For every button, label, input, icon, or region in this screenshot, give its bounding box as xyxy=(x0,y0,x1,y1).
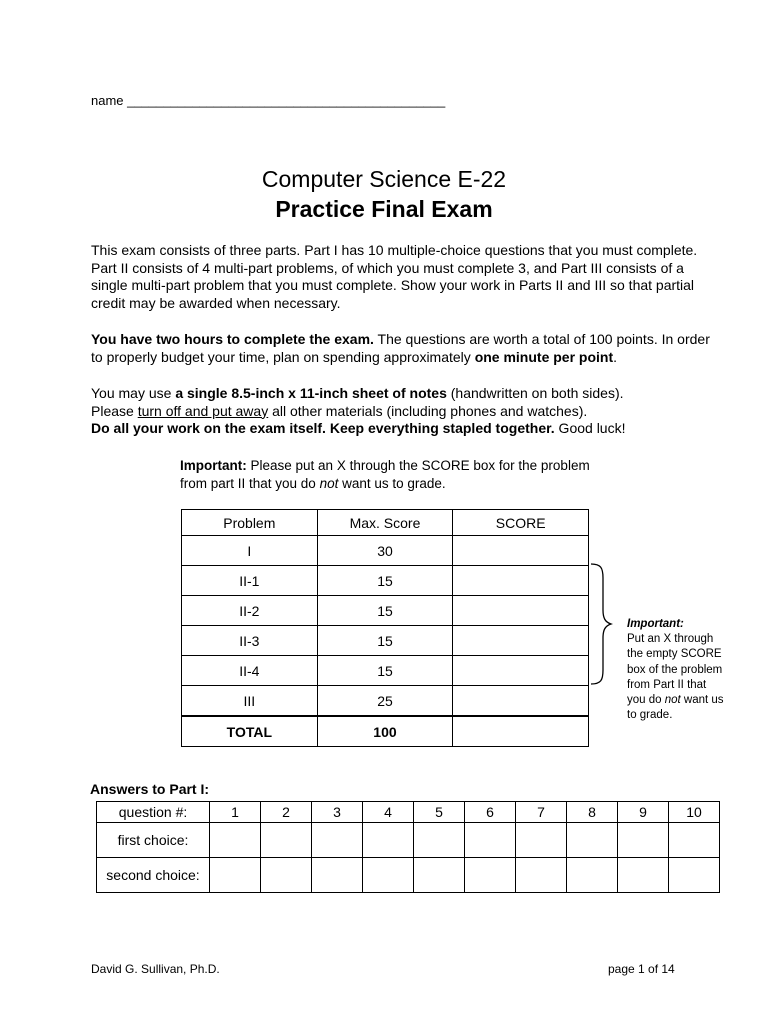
answer-box[interactable] xyxy=(567,858,618,893)
table-row xyxy=(182,566,589,596)
row-header: second choice: xyxy=(97,858,210,893)
question-number: 2 xyxy=(261,802,312,823)
problem-cell: I xyxy=(182,536,318,566)
important-note xyxy=(180,457,600,492)
intro-paragraph: This exam consists of three parts. Part I has 10 multiple-choice questions that you must complete. Part II consists of 4 multi-part problems, of which you must complete 3, and Part III consists of a single multi-part problem that you must complete. Show your work in Parts II and III so that partial credit may be awarded when necessary. xyxy=(91,242,698,311)
score-box[interactable] xyxy=(453,656,589,686)
notes-text-1: You may use xyxy=(91,385,176,401)
score-box[interactable] xyxy=(453,566,589,596)
important-label: Important: xyxy=(180,458,247,473)
answer-box[interactable] xyxy=(465,858,516,893)
second-choice-row xyxy=(97,858,720,893)
row-header: first choice: xyxy=(97,823,210,858)
answer-box[interactable] xyxy=(312,858,363,893)
total-row xyxy=(182,716,589,747)
header-score: SCORE xyxy=(453,510,589,536)
total-max: 100 xyxy=(317,716,453,747)
time-bold-lead: You have two hours to complete the exam. xyxy=(91,331,374,347)
important-text-1: Please put an X through the SCORE box for the problem from part II that you do xyxy=(180,458,590,491)
notes-bold-1: a single 8.5-inch x 11-inch sheet of notes xyxy=(175,385,447,401)
total-score-box[interactable] xyxy=(453,716,589,747)
question-number-row xyxy=(97,802,720,823)
answer-box[interactable] xyxy=(414,858,465,893)
course-title: Computer Science E-22 xyxy=(261,166,507,192)
important-italic: not xyxy=(319,475,339,491)
question-number: 9 xyxy=(618,802,669,823)
score-table-header xyxy=(182,510,589,536)
table-row xyxy=(182,656,589,686)
answer-box[interactable] xyxy=(414,823,465,858)
time-text: The questions are worth a total of 100 points. In order to properly budget your time, plan on spending approximately xyxy=(91,331,710,365)
max-score-cell: 25 xyxy=(317,686,453,717)
notes-underline: turn off and put away xyxy=(137,402,269,419)
problem-cell: II-3 xyxy=(182,626,318,656)
problem-cell: III xyxy=(182,686,318,717)
max-score-cell: 15 xyxy=(317,626,453,656)
side-note-label: Important: xyxy=(627,618,684,630)
score-box[interactable] xyxy=(453,626,589,656)
notes-paragraph xyxy=(91,385,711,438)
answer-box[interactable] xyxy=(261,858,312,893)
table-row xyxy=(182,686,589,717)
total-label: TOTAL xyxy=(182,716,318,747)
answer-box[interactable] xyxy=(363,858,414,893)
question-number: 8 xyxy=(567,802,618,823)
exam-title: Practice Final Exam xyxy=(275,196,493,222)
important-text-2: want us to grade. xyxy=(338,475,446,491)
answers-heading: Answers to Part I: xyxy=(90,781,210,797)
answer-box[interactable] xyxy=(516,823,567,858)
row-header: question #: xyxy=(97,802,210,823)
table-row xyxy=(182,536,589,566)
problem-cell: II-1 xyxy=(182,566,318,596)
answer-box[interactable] xyxy=(363,823,414,858)
name-field: name ____________________________________________ xyxy=(91,93,446,108)
question-number: 4 xyxy=(363,802,414,823)
footer-author: David G. Sullivan, Ph.D. xyxy=(91,962,220,976)
question-number: 10 xyxy=(669,802,720,823)
answer-box[interactable] xyxy=(210,858,261,893)
header-max-score: Max. Score xyxy=(317,510,453,536)
answer-box[interactable] xyxy=(516,858,567,893)
notes-bold-2: Do all your work on the exam itself. Keep everything stapled together. xyxy=(91,420,555,437)
side-note-italic: not xyxy=(664,694,681,707)
side-note-text-2: want us to grade. xyxy=(627,694,724,722)
question-number: 6 xyxy=(465,802,516,823)
footer-page-number: page 1 of 14 xyxy=(608,962,675,976)
score-box[interactable] xyxy=(453,596,589,626)
max-score-cell: 15 xyxy=(317,656,453,686)
brace-icon xyxy=(589,562,613,686)
problem-cell: II-4 xyxy=(182,656,318,686)
first-choice-row xyxy=(97,823,720,858)
max-score-cell: 15 xyxy=(317,566,453,596)
table-row xyxy=(182,626,589,656)
answer-box[interactable] xyxy=(312,823,363,858)
time-bold-tail: one minute per point xyxy=(474,348,614,365)
answer-box[interactable] xyxy=(618,823,669,858)
notes-text-4: all other materials (including phones and watches). xyxy=(268,402,588,419)
problem-cell: II-2 xyxy=(182,596,318,626)
answer-box[interactable] xyxy=(210,823,261,858)
notes-text-5: Good luck! xyxy=(554,420,626,437)
answer-box[interactable] xyxy=(567,823,618,858)
question-number: 3 xyxy=(312,802,363,823)
notes-text-3: Please xyxy=(91,402,138,419)
question-number: 7 xyxy=(516,802,567,823)
answer-box[interactable] xyxy=(669,858,720,893)
side-note-text-1: Put an X through the empty SCORE box of the problem from Part II that you do xyxy=(627,633,723,707)
score-box[interactable] xyxy=(453,686,589,717)
max-score-cell: 15 xyxy=(317,596,453,626)
answers-table xyxy=(96,801,720,893)
notes-text-2: (handwritten on both sides). xyxy=(446,385,624,401)
question-number: 1 xyxy=(210,802,261,823)
table-row xyxy=(182,596,589,626)
answer-box[interactable] xyxy=(465,823,516,858)
time-paragraph xyxy=(91,331,711,366)
header-problem: Problem xyxy=(182,510,318,536)
max-score-cell: 30 xyxy=(317,536,453,566)
answer-box[interactable] xyxy=(618,858,669,893)
question-number: 5 xyxy=(414,802,465,823)
side-note xyxy=(627,617,727,723)
answer-box[interactable] xyxy=(261,823,312,858)
score-box[interactable] xyxy=(453,536,589,566)
answer-box[interactable] xyxy=(669,823,720,858)
score-table xyxy=(181,509,589,747)
time-text-end: . xyxy=(613,348,618,365)
